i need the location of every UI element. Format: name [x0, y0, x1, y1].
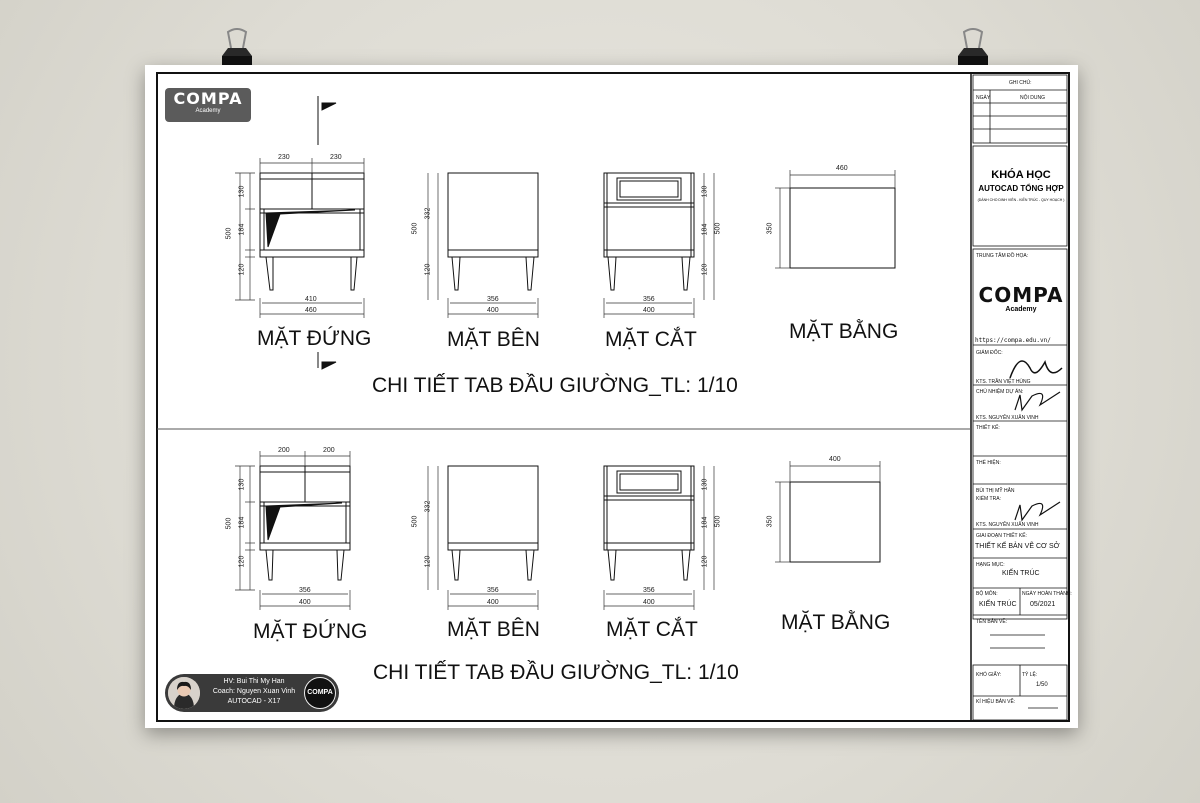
notes-col-content: NỘI DUNG: [1020, 95, 1045, 101]
course-subtitle: AUTOCAD TỔNG HỢP: [978, 184, 1064, 193]
dim-plan-width: 460: [836, 165, 848, 172]
label-side-view: MẶT BÊN: [447, 328, 540, 351]
dim-side-inner: 356: [487, 296, 499, 303]
label-front-view: MẶT ĐỨNG: [257, 327, 372, 350]
dim-side-height: 500: [411, 515, 419, 528]
director-label: GIÁM ĐỐC:: [976, 350, 1003, 356]
scale-value: 1/50: [1036, 682, 1048, 688]
paper-label: KHỔ GIẤY:: [976, 672, 1002, 678]
notes-col-date: NGÀY: [976, 95, 991, 101]
label-side-view: MẶT BÊN: [447, 618, 540, 641]
dept-label: BỘ MÔN:: [976, 591, 998, 597]
dim-front-height: 500: [225, 517, 233, 530]
item-value: KIẾN TRÚC: [1002, 570, 1040, 577]
dim-front-total: 460: [305, 307, 317, 314]
dept-value: KIẾN TRÚC: [979, 601, 1017, 608]
student-avatar: [168, 677, 200, 709]
dim-front-top-left: 230: [278, 154, 290, 161]
dim-section-total: 400: [643, 307, 655, 314]
compa-logo: COMPA Academy: [165, 88, 251, 122]
dim-front-shelf: 184: [238, 516, 246, 529]
student-class: AUTOCAD - X17: [227, 698, 281, 705]
label-plan-view: MẶT BẰNG: [789, 320, 899, 343]
dim-plan-width: 400: [829, 456, 841, 463]
pm-name: KTS. NGUYỄN XUÂN VINH: [976, 415, 1039, 421]
dim-front-inner: 356: [299, 587, 311, 594]
check-signature: [1015, 502, 1060, 520]
dim-front-inner: 410: [305, 296, 317, 303]
director-name: KTS. TRẦN VIỆT HÙNG: [976, 379, 1031, 385]
dim-front-height: 500: [225, 227, 233, 240]
dim-section-shelf: 184: [701, 223, 709, 236]
dim-plan-depth: 350: [766, 222, 774, 235]
dim-side-total: 400: [487, 599, 499, 606]
dim-section-inner: 356: [643, 587, 655, 594]
dim-front-leg: 120: [238, 555, 246, 568]
drawing-title: CHI TIẾT TAB ĐẦU GIƯỜNG_TL: 1/10: [372, 374, 738, 397]
check-label: KIỂM TRA:: [976, 496, 1001, 502]
front-view-top: [260, 173, 364, 290]
course-title: KHÓA HỌC: [991, 169, 1051, 181]
design-label: THIẾT KẾ:: [976, 425, 1000, 431]
dim-section-height: 500: [714, 222, 722, 235]
code-label: KÍ HIỆU BẢN VẼ:: [976, 699, 1016, 705]
dim-side-leg: 120: [424, 263, 432, 276]
dim-section-drawer: 130: [701, 185, 709, 198]
dim-side-mid: 332: [424, 500, 432, 513]
dim-section-total: 400: [643, 599, 655, 606]
item-label: HẠNG MỤC:: [976, 562, 1005, 568]
present-name: BÙI THỊ MỸ HÂN: [976, 488, 1015, 494]
dim-side-leg: 120: [424, 555, 432, 568]
dim-front-top-right: 230: [330, 154, 342, 161]
dim-section-drawer: 130: [701, 478, 709, 491]
compa-badge-logo: COMPA: [304, 677, 336, 709]
dim-section-leg: 120: [701, 263, 709, 276]
scale-label: TỶ LỆ:: [1022, 672, 1038, 678]
dim-section-shelf: 184: [701, 516, 709, 529]
dim-front-drawer: 130: [238, 185, 246, 198]
pm-label: CHỦ NHIỆM DỰ ÁN:: [976, 389, 1024, 395]
dim-front-top-left: 200: [278, 447, 290, 454]
student-coach: Coach: Nguyen Xuan Vinh: [212, 688, 296, 695]
dim-side-mid: 332: [424, 207, 432, 220]
label-section-view: MẶT CẮT: [605, 328, 697, 351]
sheet-name-label: TÊN BẢN VẼ:: [976, 619, 1008, 625]
label-section-view: MẶT CẮT: [606, 618, 698, 641]
director-signature: [1010, 361, 1062, 378]
website-link[interactable]: https://compa.edu.vn/: [975, 337, 1051, 344]
dim-side-total: 400: [487, 307, 499, 314]
dim-side-height: 500: [411, 222, 419, 235]
date-label: NGÀY HOÀN THÀNH:: [1022, 591, 1072, 597]
dim-side-inner: 356: [487, 587, 499, 594]
date-value: 05/2021: [1030, 601, 1056, 608]
dim-front-drawer: 130: [238, 478, 246, 491]
dim-section-leg: 120: [701, 555, 709, 568]
student-badge: [165, 674, 339, 712]
dim-front-total: 400: [299, 599, 311, 606]
avatar-icon: [168, 677, 200, 709]
course-desc: (DÀNH CHO DINH VIÊN - KIẾN TRÚC - QUY HOẠCH ): [977, 198, 1065, 202]
student-info: [205, 677, 303, 707]
label-front-view: MẶT ĐỨNG: [253, 620, 368, 643]
student-name: HV: Bui Thi My Han: [223, 678, 285, 685]
section-view-bottom: [604, 466, 694, 580]
front-view-bottom: [260, 466, 350, 580]
side-view-top: [448, 173, 538, 290]
side-view-bottom: [448, 466, 538, 580]
dim-section-inner: 356: [643, 296, 655, 303]
plan-view-bottom: [790, 482, 880, 562]
stage-value: THIẾT KẾ BẢN VẼ CƠ SỞ: [975, 543, 1060, 550]
check-name: KTS. NGUYỄN XUÂN VINH: [976, 522, 1039, 528]
notes-header: GHI CHÚ:: [1009, 80, 1032, 86]
stage-label: GIAI ĐOẠN THIẾT KẾ:: [976, 533, 1027, 539]
label-plan-view: MẶT BẰNG: [781, 611, 891, 634]
section-view-top: [604, 173, 694, 290]
dim-section-height: 500: [714, 515, 722, 528]
dim-plan-depth: 350: [766, 515, 774, 528]
dim-front-leg: 120: [238, 263, 246, 276]
course-box: [975, 168, 1067, 204]
dim-front-shelf: 184: [238, 223, 246, 236]
center-label: TRUNG TÂM ĐỒ HỌA:: [976, 253, 1029, 259]
drawing-title: CHI TIẾT TAB ĐẦU GIƯỜNG_TL: 1/10: [373, 661, 739, 684]
plan-view-top: [790, 188, 895, 268]
dim-front-top-right: 200: [323, 447, 335, 454]
present-label: THỂ HIỆN:: [976, 460, 1001, 466]
compa-logo-titleblock: COMPA Academy: [978, 283, 1064, 313]
